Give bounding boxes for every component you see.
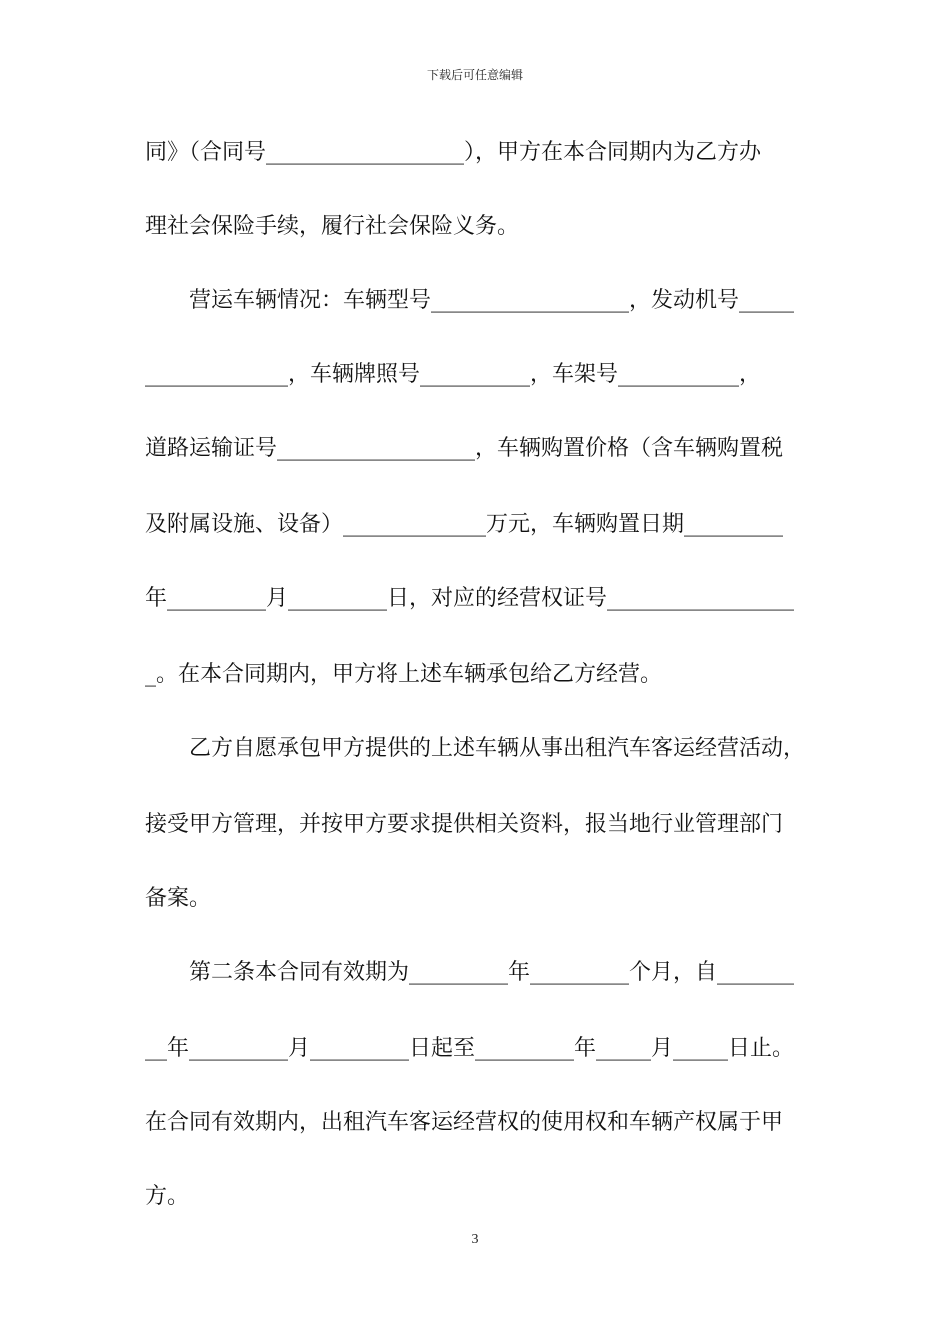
text-line-14: 在合同有效期内，出租汽车客运经营权的使用权和车辆产权属于甲: [145, 1110, 784, 1135]
text-line-1: 同》（合同号__________________），甲方在本合同期内为乙方办: [145, 140, 762, 165]
text-line-11: 备案。: [145, 886, 212, 911]
text-line-6: 及附属设施、设备）_____________万元，车辆购置日期_________: [145, 512, 784, 537]
text-line-10: 接受甲方管理，并按甲方要求提供相关资料，报当地行业管理部门: [145, 812, 784, 837]
text-line-8: _。在本合同期内，甲方将上述车辆承包给乙方经营。: [145, 662, 663, 687]
text-line-2: 理社会保险手续，履行社会保险义务。: [145, 214, 520, 239]
text-line-13: __年_________月_________日起至_________年_____月_____日止。: [145, 1036, 795, 1061]
text-line-5: 道路运输证号__________________，车辆购置价格（含车辆购置税: [145, 436, 784, 461]
text-line-15: 方。: [145, 1184, 190, 1209]
page-header-watermark: 下载后可任意编辑: [426, 68, 523, 82]
text-line-4: _____________，车辆牌照号__________，车架号___________，: [145, 362, 762, 387]
text-line-9: 乙方自愿承包甲方提供的上述车辆从事出租汽车客运经营活动，: [145, 736, 806, 761]
text-line-12: 第二条本合同有效期为_________年_________个月，自_______: [145, 960, 795, 985]
text-line-7: 年_________月_________日，对应的经营权证号_________________: [145, 586, 795, 611]
text-line-3: 营运车辆情况：车辆型号__________________，发动机号_____: [145, 288, 795, 313]
page-number: 3: [471, 1232, 479, 1247]
